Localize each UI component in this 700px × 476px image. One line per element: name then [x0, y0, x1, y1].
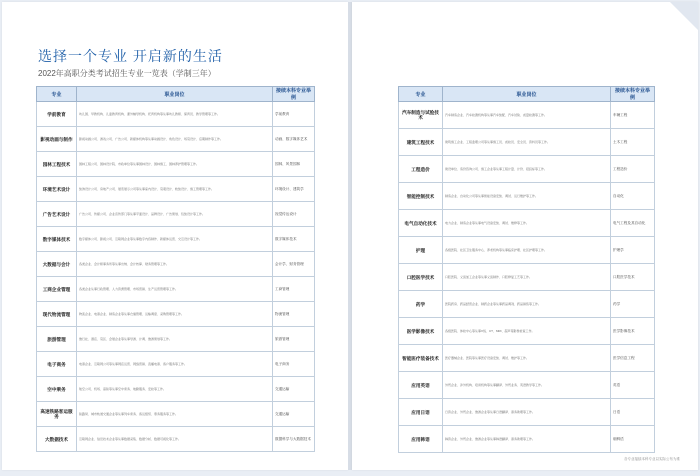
- job-positions: 医疗器械企业、医院等从事医疗设备安装、调试、维护等工作。: [443, 345, 611, 372]
- major-name: 汽车制造与试验技术: [399, 102, 443, 129]
- major-name: 医学影像技术: [399, 318, 443, 345]
- major-name: 大数据与会计: [37, 252, 77, 277]
- table-row: [37, 327, 315, 352]
- major-name: 园林工程技术: [37, 152, 77, 177]
- job-positions: 影视动画公司、游戏公司、广告公司、新媒体机构等从事动画设计、角色设计、场景设计、后期制作等工作。: [77, 127, 273, 152]
- major-name: 广告艺术设计: [37, 202, 77, 227]
- job-positions: 园林工程公司、园林设计院、市政单位等从事园林设计、园林施工、园林养护管理等工作。: [77, 152, 273, 177]
- bachelor-majors: 园林、风景园林: [273, 152, 315, 177]
- header-major: 专业: [399, 87, 443, 102]
- job-positions: 电商企业、互联网公司等从事网店运营、网络营销、直播电商、客户服务等工作。: [77, 352, 273, 377]
- majors-table-left: [36, 86, 315, 452]
- bachelor-majors: 交通运输: [273, 402, 315, 427]
- major-name: 工商企业管理: [37, 277, 77, 302]
- major-name: 智能医疗装备技术: [399, 345, 443, 372]
- job-positions: 铁路局、城市轨道交通企业等从事列车乘务、客运组织、票务服务等工作。: [77, 402, 273, 427]
- bachelor-majors: 旅游管理: [273, 327, 315, 352]
- bachelor-majors: 数据科学与大数据技术: [273, 427, 315, 452]
- job-positions: 装饰设计公司、房地产公司、展览展示公司等从事室内设计、景观设计、软装设计、施工管理等工作。: [77, 177, 273, 202]
- job-positions: 制造企业、自动化公司等从事智能设备安装、调试、运行维护等工作。: [443, 183, 611, 210]
- job-positions: 韩资企业、外贸企业、旅游企业等从事韩语翻译、商务助理等工作。: [443, 426, 611, 453]
- job-positions: 医院药房、药品经营企业、制药企业等从事药品调剂、药品销售等工作。: [443, 291, 611, 318]
- table-body-right: [399, 102, 655, 453]
- bachelor-majors: 日语: [611, 399, 655, 426]
- job-positions: 外贸企业、涉外机构、培训机构等从事翻译、外贸业务、英语教学等工作。: [443, 372, 611, 399]
- major-name: 智能控制技术: [399, 183, 443, 210]
- table-row: [37, 102, 315, 127]
- bachelor-majors: 土木工程: [611, 129, 655, 156]
- left-page: [2, 2, 348, 470]
- job-positions: 汽车制造企业、汽车检测机构等从事汽车装配、汽车试验、质量检测等工作。: [443, 102, 611, 129]
- major-name: 应用日语: [399, 399, 443, 426]
- table-body-left: [37, 102, 315, 452]
- job-positions: 互联网企业、信息技术企业等从事数据采集、数据分析、数据可视化等工作。: [77, 427, 273, 452]
- bachelor-majors: 工程造价: [611, 156, 655, 183]
- job-positions: 物流企业、电商企业、制造企业等从事仓储管理、运输调度、采购管理等工作。: [77, 302, 273, 327]
- major-name: 口腔医学技术: [399, 264, 443, 291]
- major-name: 应用英语: [399, 372, 443, 399]
- major-name: 建筑工程技术: [399, 129, 443, 156]
- major-name: 现代物流管理: [37, 302, 77, 327]
- job-positions: 各级医院、社区卫生服务中心、养老机构等从事临床护理、社区护理等工作。: [443, 237, 611, 264]
- table-row: [37, 202, 315, 227]
- header-positions: 职业岗位: [77, 87, 273, 102]
- major-name: 电气自动化技术: [399, 210, 443, 237]
- bachelor-majors: 车辆工程: [611, 102, 655, 129]
- bachelor-majors: 朝鲜语: [611, 426, 655, 453]
- major-name: 护理: [399, 237, 443, 264]
- major-name: 影视动画与制作: [37, 127, 77, 152]
- table-row: [37, 177, 315, 202]
- table-row: [37, 402, 315, 427]
- table-row: [399, 291, 655, 318]
- job-positions: 口腔医院、义齿加工企业等从事义齿制作、口腔修复工艺等工作。: [443, 264, 611, 291]
- header-major: 专业: [37, 87, 77, 102]
- table-row: [399, 237, 655, 264]
- job-positions: 各类企业从事行政管理、人力资源管理、市场营销、生产运营管理等工作。: [77, 277, 273, 302]
- major-name: 数字媒体技术: [37, 227, 77, 252]
- table-row: [37, 127, 315, 152]
- job-positions: 航空公司、机场、高铁等从事空中乘务、地勤服务、安检等工作。: [77, 377, 273, 402]
- table-header-row: [37, 87, 315, 102]
- major-name: 学前教育: [37, 102, 77, 127]
- bachelor-majors: 会计学、财务管理: [273, 252, 315, 277]
- table-row: [399, 210, 655, 237]
- bachelor-majors: 电气工程及其自动化: [611, 210, 655, 237]
- table-row: [37, 277, 315, 302]
- table-row: [37, 302, 315, 327]
- footnote: 各专业接续本科专业以实际公布为准: [624, 457, 680, 461]
- table-row: [399, 372, 655, 399]
- table-row: [37, 352, 315, 377]
- table-row: [37, 427, 315, 452]
- page-corner-fold: [670, 2, 698, 30]
- major-name: 应用韩语: [399, 426, 443, 453]
- table-row: [37, 252, 315, 277]
- majors-table-right: [398, 86, 655, 453]
- bachelor-majors: 交通运输: [273, 377, 315, 402]
- header-positions: 职业岗位: [443, 87, 611, 102]
- header-bachelor: 接续本科专业举例: [273, 87, 315, 102]
- major-name: 空中乘务: [37, 377, 77, 402]
- major-name: 旅游管理: [37, 327, 77, 352]
- table-row: [399, 183, 655, 210]
- bachelor-majors: 护理学: [611, 237, 655, 264]
- major-name: 高速铁路客运服务: [37, 402, 77, 427]
- major-name: 环境艺术设计: [37, 177, 77, 202]
- bachelor-majors: 英语: [611, 372, 655, 399]
- bachelor-majors: 药学: [611, 291, 655, 318]
- major-name: 工程造价: [399, 156, 443, 183]
- bachelor-majors: 物流管理: [273, 302, 315, 327]
- job-positions: 旅行社、酒店、景区、会展企业等从事导游、计调、旅游策划等工作。: [77, 327, 273, 352]
- table-row: [37, 227, 315, 252]
- job-positions: 电力企业、制造企业等从事电气设备安装、调试、维修等工作。: [443, 210, 611, 237]
- table-row: [37, 152, 315, 177]
- right-page: [352, 2, 698, 470]
- job-positions: 各类企业、会计师事务所等从事出纳、会计核算、财务管理等工作。: [77, 252, 273, 277]
- bachelor-majors: 环境设计、建筑学: [273, 177, 315, 202]
- bachelor-majors: 数字媒体技术: [273, 227, 315, 252]
- bachelor-majors: 视觉传达设计: [273, 202, 315, 227]
- bachelor-majors: 医学信息工程: [611, 345, 655, 372]
- bachelor-majors: 电子商务: [273, 352, 315, 377]
- table-row: [399, 156, 655, 183]
- table-row: [37, 377, 315, 402]
- major-name: 电子商务: [37, 352, 77, 377]
- table-row: [399, 399, 655, 426]
- bachelor-majors: 工商管理: [273, 277, 315, 302]
- table-row: [399, 318, 655, 345]
- job-positions: 建筑施工企业、工程监理公司等从事施工员、质检员、安全员、资料员等工作。: [443, 129, 611, 156]
- bachelor-majors: 口腔医学技术: [611, 264, 655, 291]
- bachelor-majors: 医学影像技术: [611, 318, 655, 345]
- table-row: [399, 345, 655, 372]
- table-row: [399, 264, 655, 291]
- page-title: 选择一个专业 开启新的生活: [38, 48, 223, 64]
- bachelor-majors: 动画、数字媒体艺术: [273, 127, 315, 152]
- major-name: 大数据技术: [37, 427, 77, 452]
- job-positions: 日资企业、外贸企业、旅游企业等从事日语翻译、商务助理等工作。: [443, 399, 611, 426]
- bachelor-majors: 自动化: [611, 183, 655, 210]
- table-header-row: [399, 87, 655, 102]
- table-row: [399, 426, 655, 453]
- job-positions: 各级医院、体检中心等从事X线、CT、MRI、超声等影像检查工作。: [443, 318, 611, 345]
- page-subtitle: 2022年高职分类考试招生专业一览表（学制三年）: [38, 69, 216, 78]
- job-positions: 幼儿园、早教机构、儿童教育机构、课外辅导机构、托育机构等从事幼儿教师、保育员、教学管理等工作。: [77, 102, 273, 127]
- header-bachelor: 接续本科专业举例: [611, 87, 655, 102]
- job-positions: 数字媒体公司、影视公司、互联网企业等从事数字内容制作、新媒体运营、交互设计等工作。: [77, 227, 273, 252]
- job-positions: 建设单位、造价咨询公司、施工企业等从事工程计量、计价、招投标等工作。: [443, 156, 611, 183]
- job-positions: 广告公司、传媒公司、企业宣传部门等从事平面设计、品牌设计、广告策划、包装设计等工作。: [77, 202, 273, 227]
- bachelor-majors: 学前教育: [273, 102, 315, 127]
- table-row: [399, 129, 655, 156]
- table-row: [399, 102, 655, 129]
- major-name: 药学: [399, 291, 443, 318]
